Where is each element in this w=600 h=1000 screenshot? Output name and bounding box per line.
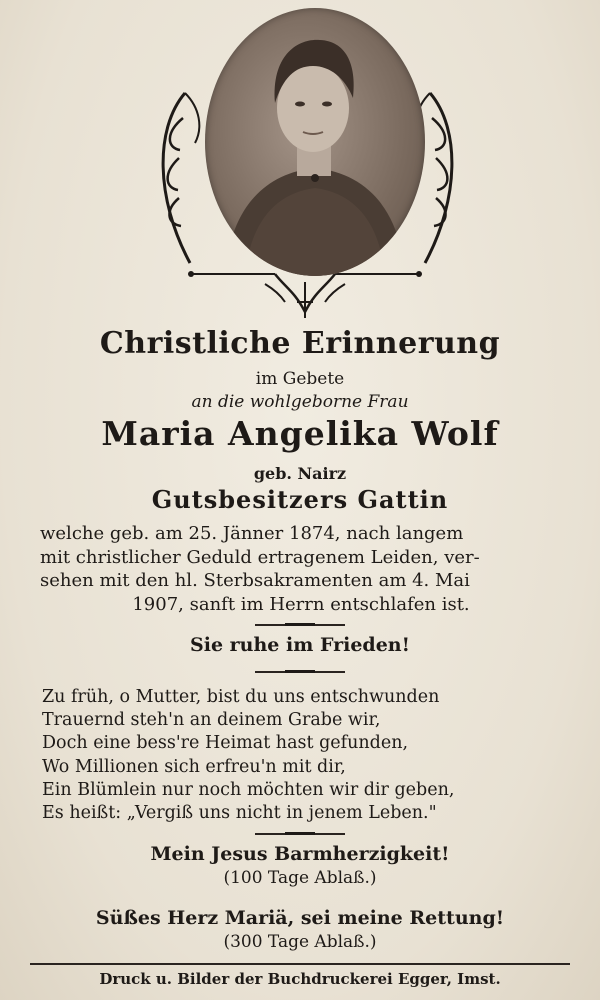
rest-in-peace-line: Sie ruhe im Frieden!	[190, 634, 410, 656]
footer-divider	[30, 963, 570, 965]
woman-portrait-figure	[205, 8, 425, 276]
bio-line: mit christlicher Geduld ertragenem Leiden, ver-	[40, 546, 480, 568]
deceased-name: Maria Angelika Wolf	[101, 414, 499, 453]
birth-name: geb. Nairz	[253, 464, 347, 483]
poem-line: Ein Blümlein nur noch möchten wir dir geben,	[42, 779, 455, 800]
divider-accent	[285, 623, 315, 626]
printer-credit: Druck u. Bilder der Buchdruckerei Egger, Imst.	[99, 970, 501, 988]
poem-line: Es heißt: „Vergiß uns nicht in jenem Leben."	[42, 803, 437, 824]
prayer-invocation: Mein Jesus Barmherzigkeit!	[150, 843, 450, 865]
divider-accent	[285, 832, 315, 835]
poem-line: Doch eine bess're Heimat hast gefunden,	[42, 733, 409, 754]
indulgence-note: (300 Tage Ablaß.)	[223, 932, 377, 952]
divider-accent	[285, 670, 315, 673]
memorial-poem	[42, 686, 562, 825]
deceased-role: Gutsbesitzers Gattin	[151, 485, 449, 514]
bio-line: 1907, sanft im Herrn entschlafen ist.	[132, 593, 470, 615]
prayer-line: im Gebete	[255, 369, 345, 389]
poem-line: Trauernd steh'n an deinem Grabe wir,	[42, 710, 381, 731]
dedication-line: an die wohlgeborne Frau	[191, 392, 409, 412]
bio-line: sehen mit den hl. Sterbsakramenten am 4. Mai	[40, 570, 470, 591]
biography-text	[40, 522, 562, 616]
poem-line: Wo Millionen sich erfreu'n mit dir,	[42, 756, 346, 777]
bio-line: welche geb. am 25. Jänner 1874, nach langem	[40, 523, 464, 544]
indulgence-note: (100 Tage Ablaß.)	[223, 868, 377, 888]
poem-line: Zu früh, o Mutter, bist du uns entschwunden	[42, 687, 440, 707]
prayer-invocation: Süßes Herz Mariä, sei meine Rettung!	[95, 907, 505, 929]
portrait-photo	[205, 8, 425, 276]
card-title: Christliche Erinnerung	[99, 326, 501, 361]
